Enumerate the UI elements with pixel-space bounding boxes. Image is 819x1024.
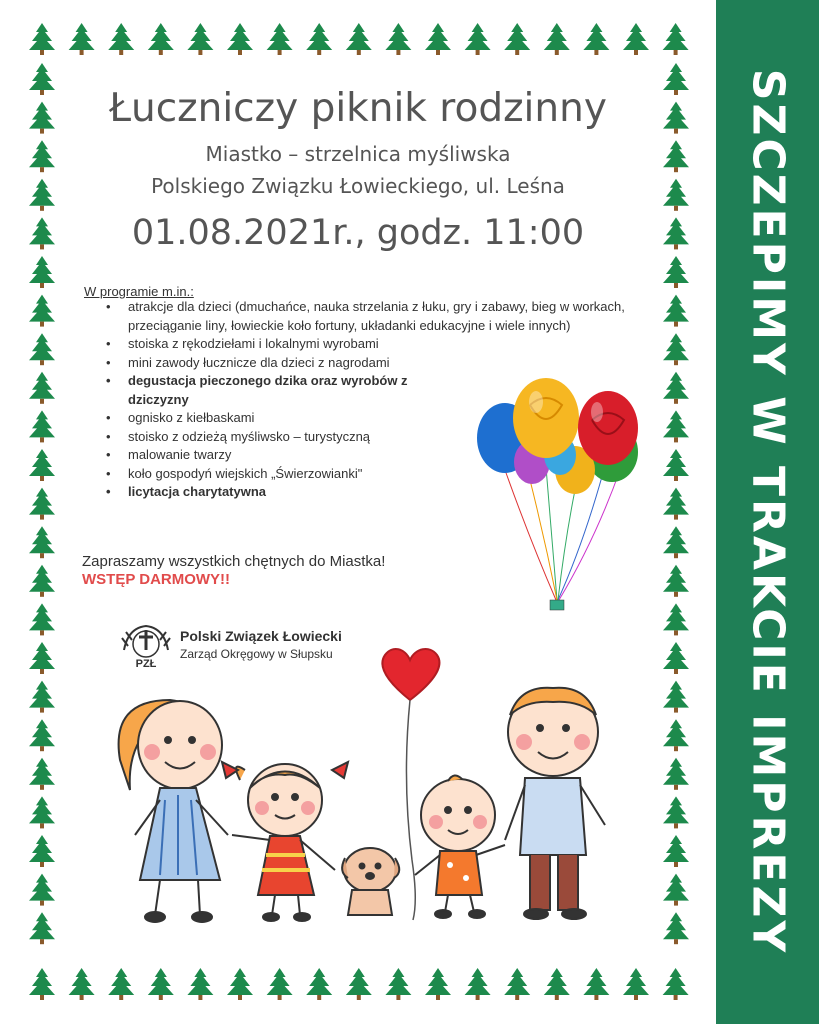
program-item: • stoisko z odzieżą myśliwsko – turystyczną — [128, 428, 648, 447]
location-line-1: Miastko – strzelnica myśliwska — [205, 142, 511, 166]
program-item: • atrakcje dla dzieci (dmuchańce, nauka strzelania z łuku, gry i zabawy, bieg w workach, przeciąganie liny, łowieckie koło fortuny, układanki edukacyjne i wiele innych) — [128, 298, 648, 335]
free-entry-text: WSTĘP DARMOWY!! — [82, 571, 231, 588]
logo-name: Polski Związek Łowiecki — [180, 628, 342, 644]
invitation-text: Zapraszamy wszystkich chętnych do Miastka! — [82, 553, 386, 570]
program-item: • degustacja pieczonego dzika oraz wyrobów z dziczyzny — [128, 372, 468, 409]
balloons-icon — [477, 378, 638, 610]
family-drawing — [119, 688, 605, 922]
event-date-time: 01.08.2021r., godz. 11:00 — [131, 213, 585, 253]
program-item: • stoiska z rękodziełami i lokalnymi wyrobami — [128, 335, 648, 354]
program-heading: W programie m.in.: — [84, 284, 194, 299]
program-item: • mini zawody łucznicze dla dzieci z nagrodami — [128, 354, 648, 373]
vaccination-banner — [716, 0, 819, 1024]
program-item: • koło gospodyń wiejskich „Świerzowianki" — [128, 465, 648, 484]
program-item: • licytacja charytatywna — [128, 483, 648, 502]
vaccination-banner-text: SZCZEPIMY W TRAKCIE IMPREZY — [742, 68, 793, 956]
logo-badge: PZŁ — [135, 658, 157, 670]
logo-subtitle: Zarząd Okręgowy w Słupsku — [180, 647, 333, 661]
program-item: • malowanie twarzy — [128, 446, 648, 465]
location-line-2: Polskiego Związku Łowieckiego, ul. Leśna — [151, 174, 565, 198]
program-item: • ognisko z kiełbaskami — [128, 409, 648, 428]
poster-title: Łuczniczy piknik rodzinny — [109, 86, 607, 131]
